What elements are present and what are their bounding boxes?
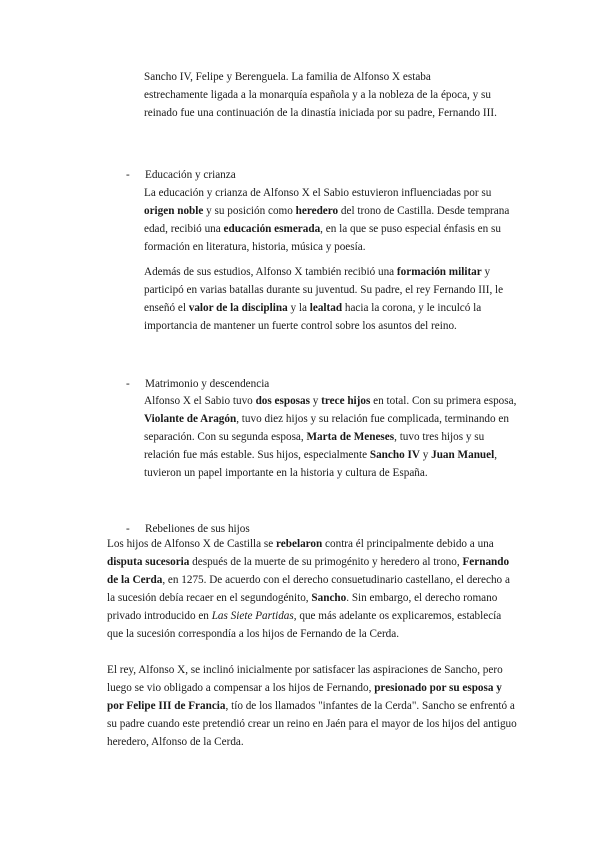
bullet-dash: - <box>126 169 130 181</box>
bullet-dash: - <box>126 378 130 390</box>
heading-text: Educación y crianza <box>145 169 236 181</box>
intro-line: Sancho IV, Felipe y Berenguela. La familia de Alfonso X estaba <box>144 71 431 83</box>
rebeliones-paragraph-1: Los hijos de Alfonso X de Castilla se rebelaron contra él principalmente debido a una disputa sucesoria después de la muerte de su primogénito y heredero al trono, Fernando de la Cerda, en 1275. De acuerdo con el derecho consuetudinario castellano, el derecho a la sucesión debía recaer en el segundogénito, Sancho. Sin embargo, el derecho romano privado introducido en Las Siete Partidas, que más adelante os explicaremos, establecía que la sucesión correspondía a los hijos de Fernando de la Cerda. <box>107 538 510 640</box>
section-heading-educacion <box>126 166 236 184</box>
intro-line: reinado fue una continuación de la dinastía iniciada por su padre, Fernando III. <box>144 107 497 119</box>
intro-line: estrechamente ligada a la monarquía española y a la nobleza de la época, y su <box>144 89 491 101</box>
heading-text: Matrimonio y descendencia <box>145 378 270 390</box>
rebeliones-paragraph-2: El rey, Alfonso X, se inclinó inicialmente por satisfacer las aspiraciones de Sancho, pero luego se vio obligado a compensar a los hijos de Fernando, presionado por su esposa y por Felipe III de Francia, tío de los llamados "infantes de la Cerda". Sancho se enfrentó a su padre cuando este pretendió crear un reino en Jaén para el mayor de los hijos del antiguo heredero, Alfonso de la Cerda. <box>107 664 517 748</box>
educacion-paragraph-2: Además de sus estudios, Alfonso X también recibió una formación militar y participó en varias batallas durante su juventud. Su padre, el rey Fernando III, le enseñó el valor de la disciplina y la lealtad hacia la corona, y le inculcó la importancia de mantener un fuerte control sobre los asuntos del reino. <box>144 266 504 332</box>
bullet-dash: - <box>126 523 130 535</box>
matrimonio-paragraph: Alfonso X el Sabio tuvo dos esposas y trece hijos en total. Con su primera esposa, Violante de Aragón, tuvo diez hijos y su relación fue complicada, terminando en separación. Con su segunda esposa, Marta de Meneses, tuvo tres hijos y su relación fue más estable. Sus hijos, especialmente Sancho IV y Juan Manuel, tuvieron un papel importante en la historia y cultura de España. <box>144 395 517 479</box>
section-heading-matrimonio <box>126 375 269 393</box>
heading-text: Rebeliones de sus hijos <box>145 523 250 535</box>
educacion-paragraph-1: La educación y crianza de Alfonso X el Sabio estuvieron influenciadas por su origen noble y su posición como heredero del trono de Castilla. Desde temprana edad, recibió una educación esmerada, en la que se puso especial énfasis en su formación en literatura, historia, música y poesía. <box>144 187 510 253</box>
intro-paragraph <box>144 68 520 122</box>
